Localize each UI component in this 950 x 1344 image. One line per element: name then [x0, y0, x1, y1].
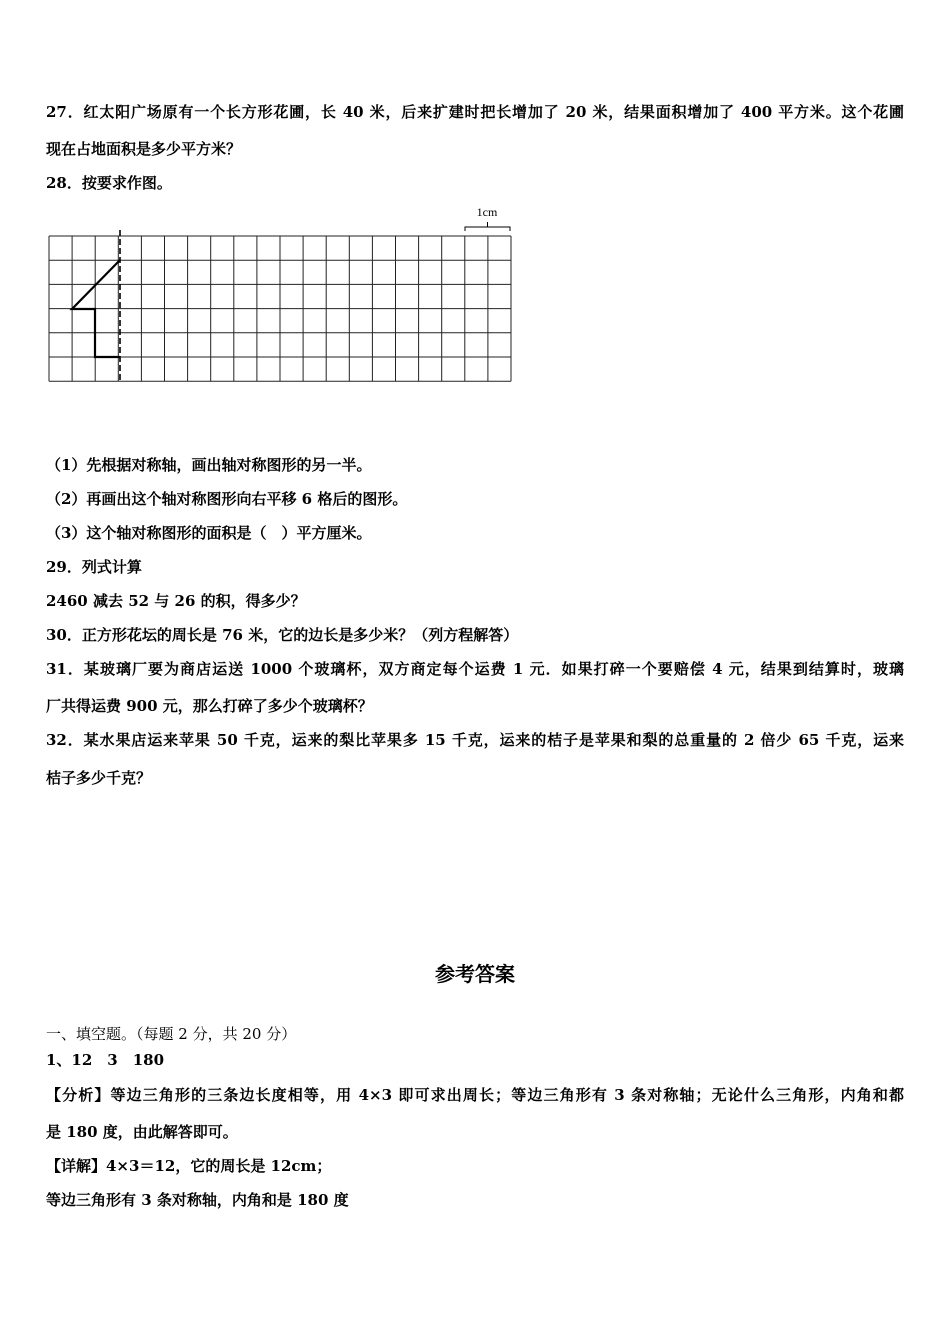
detail-line1: 【详解】4×3＝12，它的周长是 12cm； — [46, 1157, 332, 1175]
grid-figure — [46, 200, 516, 386]
answer-1: 1、12 3 180 — [46, 1051, 165, 1069]
scale-bracket — [465, 227, 510, 231]
q28-part3: （3）这个轴对称图形的面积是（ ）平方厘米。 — [46, 524, 372, 542]
q28-part1: （1）先根据对称轴，画出轴对称图形的另一半。 — [46, 456, 372, 474]
q28-part2: （2）再画出这个轴对称图形向右平移 6 格后的图形。 — [46, 490, 408, 508]
grid-lines — [49, 236, 511, 381]
answers-section: 一、填空题。（每题 2 分，共 20 分） — [46, 1025, 297, 1043]
detail-line2: 等边三角形有 3 条对称轴，内角和是 180 度 — [46, 1191, 349, 1209]
answers-heading: 参考答案 — [435, 962, 515, 986]
q27-line2: 现在占地面积是多少平方米？ — [46, 140, 242, 158]
q31-line1: 31．某玻璃厂要为商店运送 1000 个玻璃杯，双方商定每个运费 1 元．如果打碎一个要赔偿 4 元，结果到结算时，玻璃 — [46, 660, 904, 678]
analysis-line2: 是 180 度，由此解答即可。 — [46, 1123, 238, 1141]
analysis-line1: 【分析】等边三角形的三条边长度相等，用 4×3 即可求出周长；等边三角形有 3 条对称轴；无论什么三角形，内角和都 — [46, 1086, 904, 1104]
q30-text: 30．正方形花坛的周长是 76 米，它的边长是多少米？（列方程解答） — [46, 626, 519, 644]
q29-body: 2460 减去 52 与 26 的积，得多少？ — [46, 592, 306, 610]
q27-line1: 27．红太阳广场原有一个长方形花圃，长 40 米，后来扩建时把长增加了 20 米，结果面积增加了 400 平方米。这个花圃 — [46, 103, 904, 121]
q32-line2: 桔子多少千克？ — [46, 769, 152, 787]
q32-line1: 32．某水果店运来苹果 50 千克，运来的梨比苹果多 15 千克，运来的桔子是苹果和梨的总重量的 2 倍少 65 千克，运来 — [46, 731, 904, 749]
scale-label: 1cm — [476, 205, 498, 219]
q29-title: 29．列式计算 — [46, 558, 142, 576]
q31-line2: 厂共得运费 900 元，那么打碎了多少个玻璃杯？ — [46, 697, 373, 715]
q28-title: 28．按要求作图。 — [46, 174, 172, 192]
